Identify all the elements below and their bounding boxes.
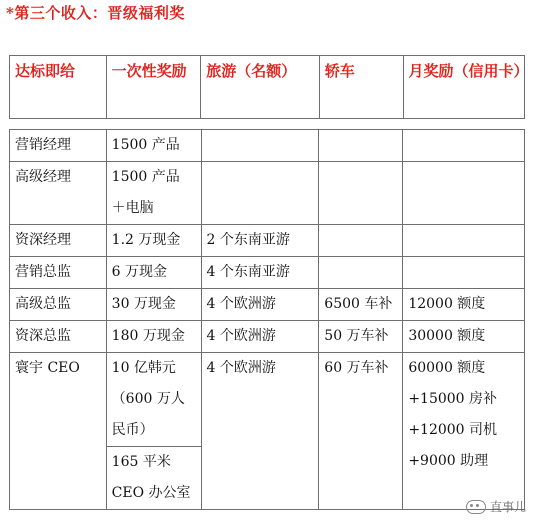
bonus-cell: [106, 162, 201, 225]
table-row: [10, 353, 525, 447]
table-row: [10, 162, 525, 225]
bonus-cell: 6 万现金: [106, 257, 201, 289]
watermark: [466, 498, 526, 515]
bonus-cell: 1500 产品: [106, 130, 201, 162]
monthly-cell: [403, 130, 525, 162]
car-cell: 60 万车补: [319, 353, 403, 510]
bonus-cell: 1.2 万现金: [106, 225, 201, 257]
header-table: [9, 55, 529, 119]
car-cell: [319, 130, 403, 162]
level-cell: 高级总监: [10, 289, 107, 321]
level-cell: 寰宇 CEO: [10, 353, 107, 510]
monthly-cell: 12000 额度: [403, 289, 525, 321]
bonus-line: ＋电脑: [111, 200, 154, 216]
rewards-table: [9, 129, 525, 510]
bonus-cell: 30 万现金: [106, 289, 201, 321]
car-cell: [319, 257, 403, 289]
car-cell: [319, 162, 403, 225]
level-cell: 资深总监: [10, 321, 107, 353]
level-cell: 营销总监: [10, 257, 107, 289]
car-cell: 50 万车补: [319, 321, 403, 353]
bonus-line: （600 万人: [111, 391, 185, 407]
monthly-cell: [403, 162, 525, 225]
header-row: [10, 56, 525, 119]
car-cell: [319, 225, 403, 257]
travel-cell: 4 个欧洲游: [201, 321, 319, 353]
bonus-line: 民币）: [111, 422, 154, 438]
watermark-text: 直事儿: [489, 500, 526, 514]
bonus-line: CEO 办公室: [111, 485, 191, 501]
wechat-icon: [466, 500, 486, 514]
level-cell: 资深经理: [10, 225, 107, 257]
monthly-cell: 30000 额度: [403, 321, 525, 353]
header-cell: 轿车: [319, 56, 403, 119]
monthly-line: +15000 房补: [408, 391, 498, 407]
bonus-line: 10 亿韩元: [111, 360, 176, 376]
monthly-line: +12000 司机: [408, 422, 498, 438]
bonus-line: 165 平米: [111, 454, 171, 470]
travel-cell: [201, 162, 319, 225]
header-cell: 月奖励（信用卡）: [403, 56, 524, 119]
header-cell: 一次性奖励: [106, 56, 201, 119]
travel-cell: 4 个欧洲游: [201, 289, 319, 321]
monthly-line: 60000 额度: [408, 360, 486, 376]
travel-cell: 2 个东南亚游: [201, 225, 319, 257]
bonus-extra-cell: [106, 447, 201, 510]
bonus-cell: [106, 353, 201, 447]
bonus-line: 1500 产品: [111, 169, 180, 185]
monthly-line: +9000 助理: [408, 453, 489, 469]
table-row: [10, 321, 525, 353]
header-cell: 旅游（名额）: [201, 56, 319, 119]
table-row: [10, 225, 525, 257]
table-row: [10, 130, 525, 162]
monthly-cell: [403, 225, 525, 257]
level-cell: 高级经理: [10, 162, 107, 225]
car-cell: 6500 车补: [319, 289, 403, 321]
monthly-cell: [403, 353, 525, 510]
table-row: [10, 257, 525, 289]
travel-cell: 4 个东南亚游: [201, 257, 319, 289]
level-cell: 营销经理: [10, 130, 107, 162]
header-cell: 达标即给: [10, 56, 107, 119]
travel-cell: 4 个欧洲游: [201, 353, 319, 510]
monthly-cell: [403, 257, 525, 289]
travel-cell: [201, 130, 319, 162]
bonus-cell: 180 万现金: [106, 321, 201, 353]
page-title: *第三个收入：晋级福利奖: [6, 4, 185, 22]
table-row: [10, 289, 525, 321]
